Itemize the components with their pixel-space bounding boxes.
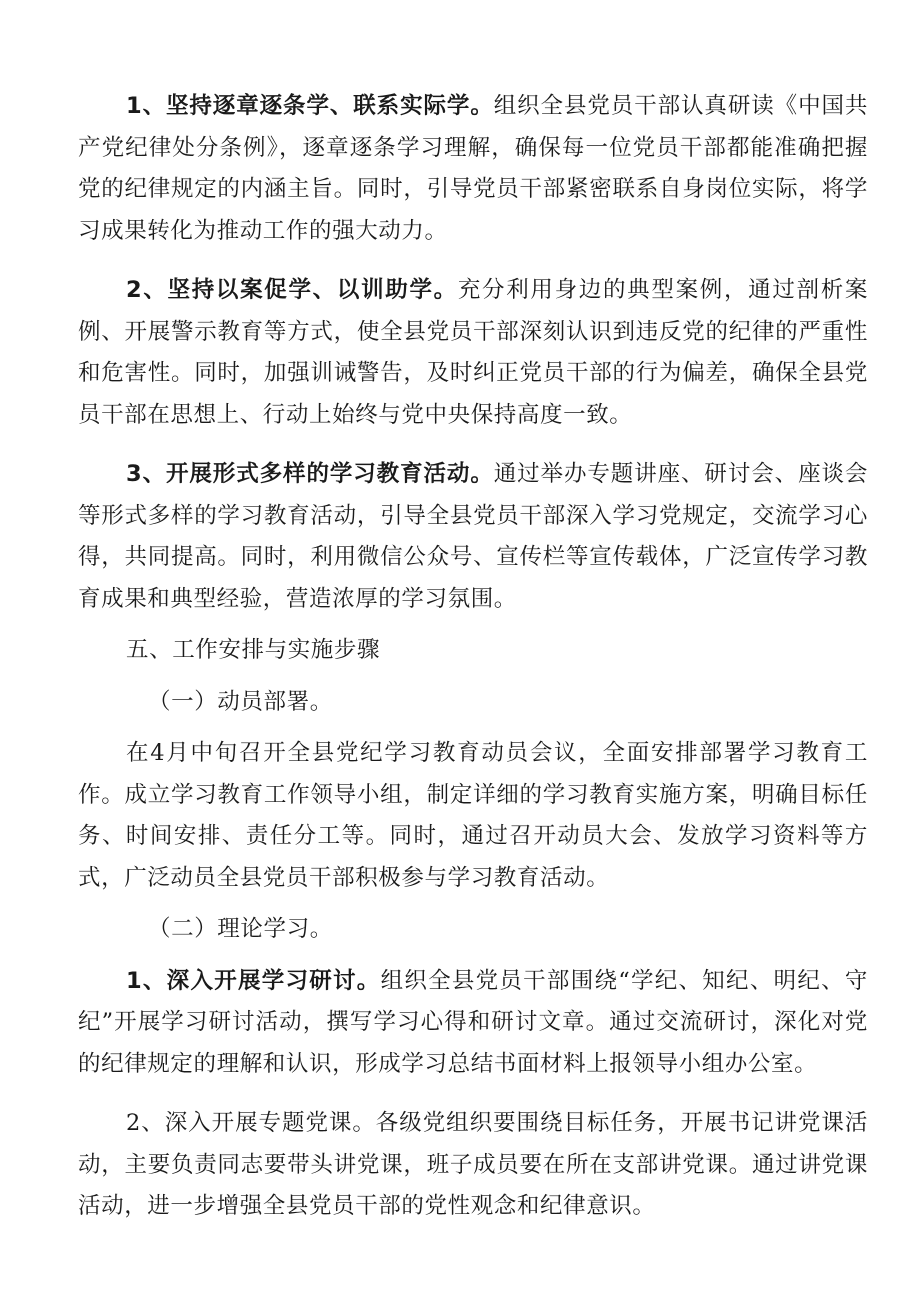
paragraph-case-study: [78, 270, 868, 436]
paragraph-lead: 1、坚持逐章逐条学、联系实际学。: [126, 93, 494, 119]
paragraph-body: 组织全县党员干部围绕“学纪、知纪、明纪、守纪”开展学习研讨活动，撰写学习心得和研讨文章。通过交流研讨，深化对党的纪律规定的理解和认识，形成学习总结书面材料上报领导小组办公室。: [78, 967, 868, 1077]
subsection-heading-mobilization: （一）动员部署。: [148, 688, 333, 715]
paragraph-party-lectures: 2、深入开展专题党课。各级党组织要围绕目标任务，开展书记讲党课活动，主要负责同志要带头讲党课，班子成员要在所在支部讲党课。通过讲党课活动，进一步增强全县党员干部的党性观念和纪律意识。: [78, 1110, 868, 1219]
paragraph-lead: 3、开展形式多样的学习教育活动。: [126, 461, 494, 487]
paragraph-mobilization: 在4月中旬召开全县党纪学习教育动员会议，全面安排部署学习教育工作。成立学习教育工作领导小组，制定详细的学习教育实施方案，明确目标任务、时间安排、责任分工等。同时，通过召开动员大会、发放学习资料等方式，广泛动员全县党员干部积极参与学习教育活动。: [78, 740, 868, 891]
paragraph-body: 充分利用身边的典型案例，通过剖析案例、开展警示教育等方式，使全县党员干部深刻认识到违反党的纪律的严重性和危害性。同时，加强训诫警告，及时纠正党员干部的行为偏差，确保全县党员干部在思想上、行动上始终与党中央保持高度一致。: [78, 277, 869, 428]
paragraph-body: 通过举办专题讲座、研讨会、座谈会等形式多样的学习教育活动，引导全县党员干部深入学习党规定，交流学习心得，共同提高。同时，利用微信公众号、宣传栏等宣传载体，广泛宣传学习教育成果和典型经验，营造浓厚的学习氛围。: [78, 461, 868, 612]
subsection-heading-theory: （二）理论学习。: [148, 916, 333, 942]
paragraph-study-by-chapter: [78, 86, 868, 252]
paragraph-lead: 1、深入开展学习研讨。: [126, 967, 381, 994]
paragraph-lead: 2、坚持以案促学、以训助学。: [126, 277, 458, 303]
section-heading: 五、工作安排与实施步骤: [126, 637, 381, 663]
paragraph-study-discussion: [78, 961, 868, 1086]
document-page: [78, 86, 868, 1228]
paragraph-diverse-activities: [78, 454, 868, 620]
paragraph-body: 组织全县党员干部认真研读《中国共产党纪律处分条例》，逐章逐条学习理解，确保每一位党员干部都能准确把握党的纪律规定的内涵主旨。同时，引导党员干部紧密联系自身岗位实际，将学习成果转化为推动工作的强大动力。: [78, 93, 868, 244]
